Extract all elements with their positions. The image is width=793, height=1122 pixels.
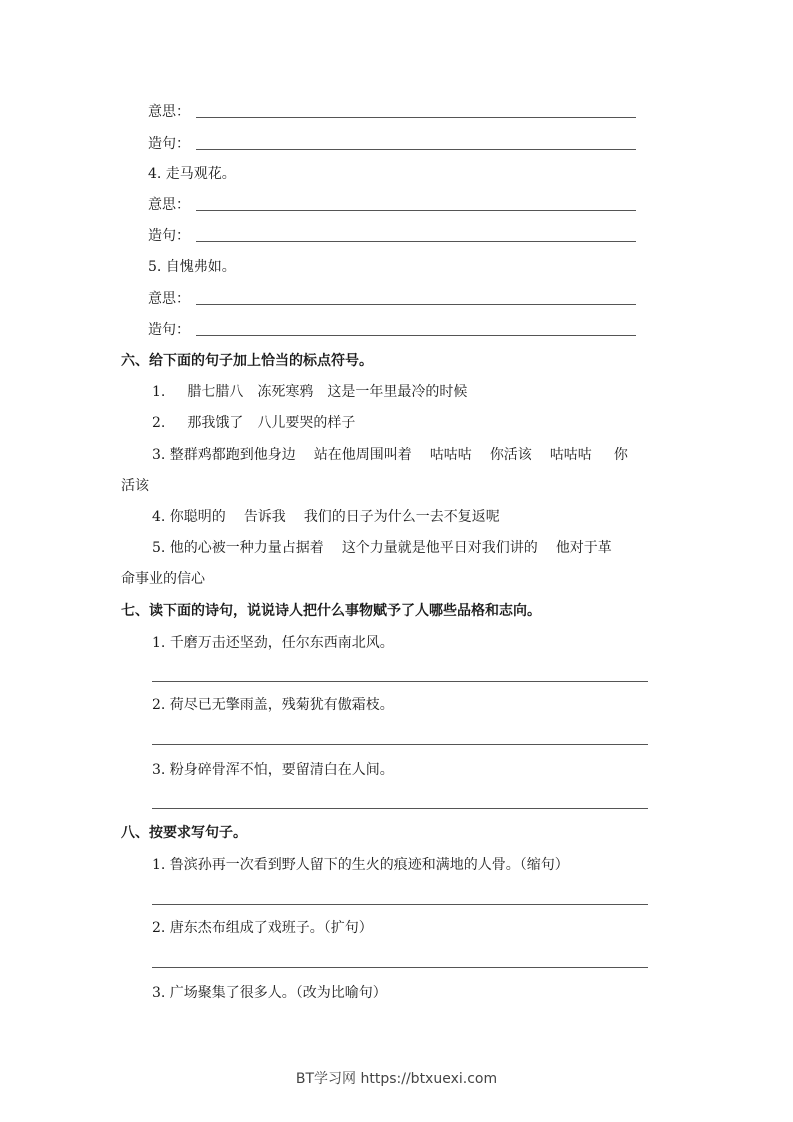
page-footer: BT学习网 https://btxuexi.com [295, 1071, 498, 1087]
sentence-number: 2. [152, 415, 166, 431]
sentence-segment: 告诉我 [243, 509, 286, 525]
punctuation-sentence-1 [152, 381, 467, 403]
meaning-row [148, 194, 190, 216]
meaning-blank-line[interactable] [196, 210, 636, 211]
rewrite-task-2: 2. 唐东杰布组成了戏班子。（扩句） [152, 920, 373, 936]
sentence-row [148, 319, 190, 341]
sentence-segment: 咕咕咕 [549, 447, 592, 463]
meaning-blank-line[interactable] [196, 117, 636, 118]
answer-line[interactable] [152, 808, 648, 809]
poem-line-2: 2. 荷尽已无擎雨盖，残菊犹有傲霜枝。 [152, 697, 394, 713]
rewrite-task-1: 1. 鲁滨孙再一次看到野人留下的生火的痕迹和满地的人骨。（缩句） [152, 857, 569, 873]
sentence-segment: 冻死寒鸦 [257, 384, 314, 400]
sentence-segment: 那我饿了 [187, 415, 244, 431]
meaning-label: 意思： [148, 197, 190, 213]
punctuation-sentence-3-cont: 活该 [121, 478, 149, 494]
poem-line-3: 3. 粉身碎骨浑不怕，要留清白在人间。 [152, 762, 394, 778]
sentence-blank-line[interactable] [196, 241, 636, 242]
sentence-segment: 这个力量就是他平日对我们讲的 [341, 540, 538, 556]
answer-line[interactable] [152, 744, 648, 745]
sentence-blank-line[interactable] [196, 335, 636, 336]
meaning-label: 意思： [148, 104, 190, 120]
idiom-4-title: 4. 走马观花。 [148, 166, 236, 182]
sentence-blank-line[interactable] [196, 149, 636, 150]
section-6-heading: 六、给下面的句子加上恰当的标点符号。 [121, 353, 373, 369]
sentence-label: 造句： [148, 228, 190, 244]
sentence-segment: 腊七腊八 [187, 384, 244, 400]
poem-line-1: 1. 千磨万击还坚劲，任尔东西南北风。 [152, 635, 394, 651]
punctuation-sentence-5-cont: 命事业的信心 [121, 571, 205, 587]
sentence-segment: 八儿要哭的样子 [257, 415, 356, 431]
punctuation-sentence-3 [152, 444, 628, 466]
punctuation-sentence-4 [152, 506, 500, 528]
section-8-heading: 八、按要求写句子。 [121, 825, 247, 841]
answer-line[interactable] [152, 967, 648, 968]
answer-line[interactable] [152, 681, 648, 682]
sentence-segment: 他对于革 [555, 540, 612, 556]
sentence-label: 造句： [148, 136, 190, 152]
meaning-blank-line[interactable] [196, 304, 636, 305]
meaning-row [148, 288, 190, 310]
sentence-row [148, 225, 190, 247]
sentence-label: 造句： [148, 322, 190, 338]
punctuation-sentence-5 [152, 537, 612, 559]
meaning-label: 意思： [148, 291, 190, 307]
sentence-segment: 你活该 [489, 447, 532, 463]
sentence-row [148, 133, 190, 155]
sentence-segment: 我们的日子为什么一去不复返呢 [303, 509, 500, 525]
sentence-segment: 4. 你聪明的 [152, 509, 226, 525]
sentence-number: 1. [152, 384, 166, 400]
sentence-segment: 咕咕咕 [429, 447, 472, 463]
sentence-segment: 你 [613, 447, 628, 463]
rewrite-task-3: 3. 广场聚集了很多人。（改为比喻句） [152, 985, 387, 1001]
sentence-segment: 3. 整群鸡都跑到他身边 [152, 447, 296, 463]
meaning-row [148, 101, 190, 123]
sentence-segment: 站在他周围叫着 [313, 447, 412, 463]
answer-line[interactable] [152, 904, 648, 905]
sentence-segment: 5. 他的心被一种力量占据着 [152, 540, 324, 556]
sentence-segment: 这是一年里最冷的时候 [327, 384, 468, 400]
punctuation-sentence-2 [152, 412, 355, 434]
section-7-heading: 七、读下面的诗句，说说诗人把什么事物赋予了人哪些品格和志向。 [121, 603, 541, 619]
idiom-5-title: 5. 自愧弗如。 [148, 259, 236, 275]
